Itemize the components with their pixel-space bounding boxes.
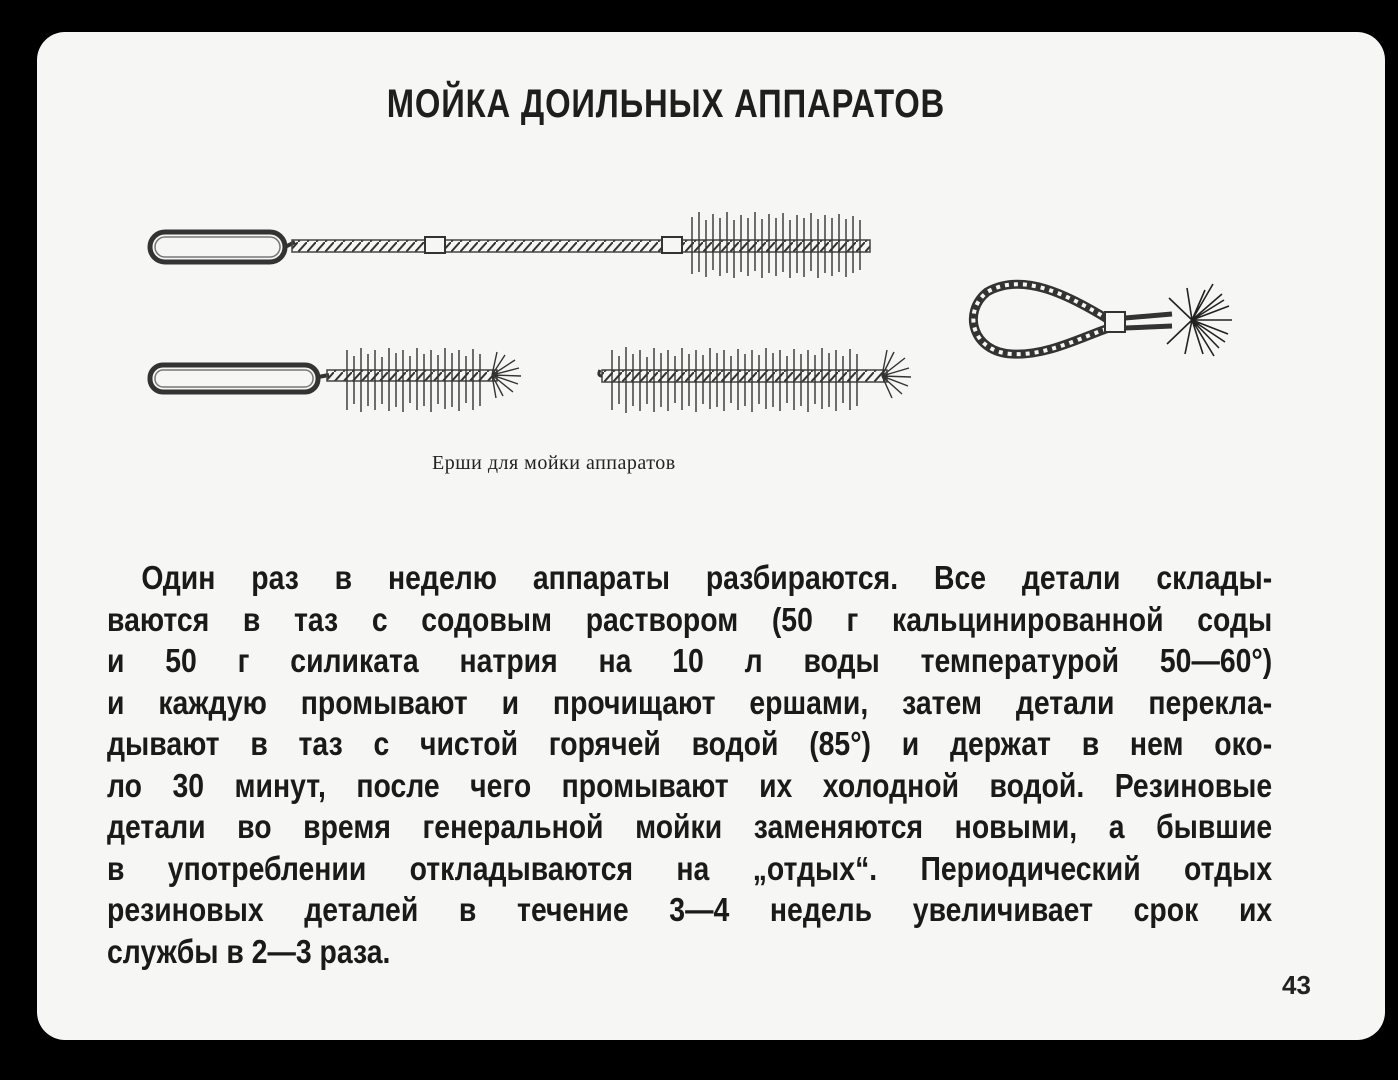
paragraph-line: в употреблении откладываются на „отдых“. Периодический отдых — [107, 849, 1273, 887]
paragraph-line: и 50 г силиката натрия на 10 л воды температурой 50—60°) — [107, 642, 1273, 679]
paragraph-line: Один раз в неделю аппараты разбираются. Все детали склады- — [141, 559, 1273, 596]
paragraph-line: ваются в таз с содовым раствором (50 г кальцинированной соды — [107, 600, 1273, 638]
short-brush-icon — [150, 348, 521, 412]
straight-brush-icon — [599, 347, 911, 413]
round-brush-icon — [973, 284, 1232, 356]
page-number: 43 — [1282, 970, 1311, 1000]
illustration-caption: Ерши для мойки аппаратов — [432, 452, 676, 474]
paragraph-line: детали во время генеральной мойки заменяются новыми, а бывшие — [107, 808, 1273, 845]
paragraph-line: службы в 2—3 раза. — [107, 932, 391, 970]
paragraph-line: резиновых деталей в течение 3—4 недель увеличивает срок их — [107, 891, 1273, 928]
slide-title: МОЙКА ДОИЛЬНЫХ АППАРАТОВ — [386, 82, 946, 126]
long-brush-icon — [150, 212, 870, 278]
paragraph-line: и каждую промывают и прочищают ершами, затем детали перекла- — [107, 683, 1273, 721]
slide-card — [37, 32, 1385, 1040]
paragraph-line: дывают в таз с чистой горячей водой (85°) и держат в нем око- — [107, 725, 1273, 762]
body-paragraph — [107, 557, 1272, 972]
paragraph-line: ло 30 минут, после чего промывают их холодной водой. Резиновые — [107, 766, 1273, 804]
